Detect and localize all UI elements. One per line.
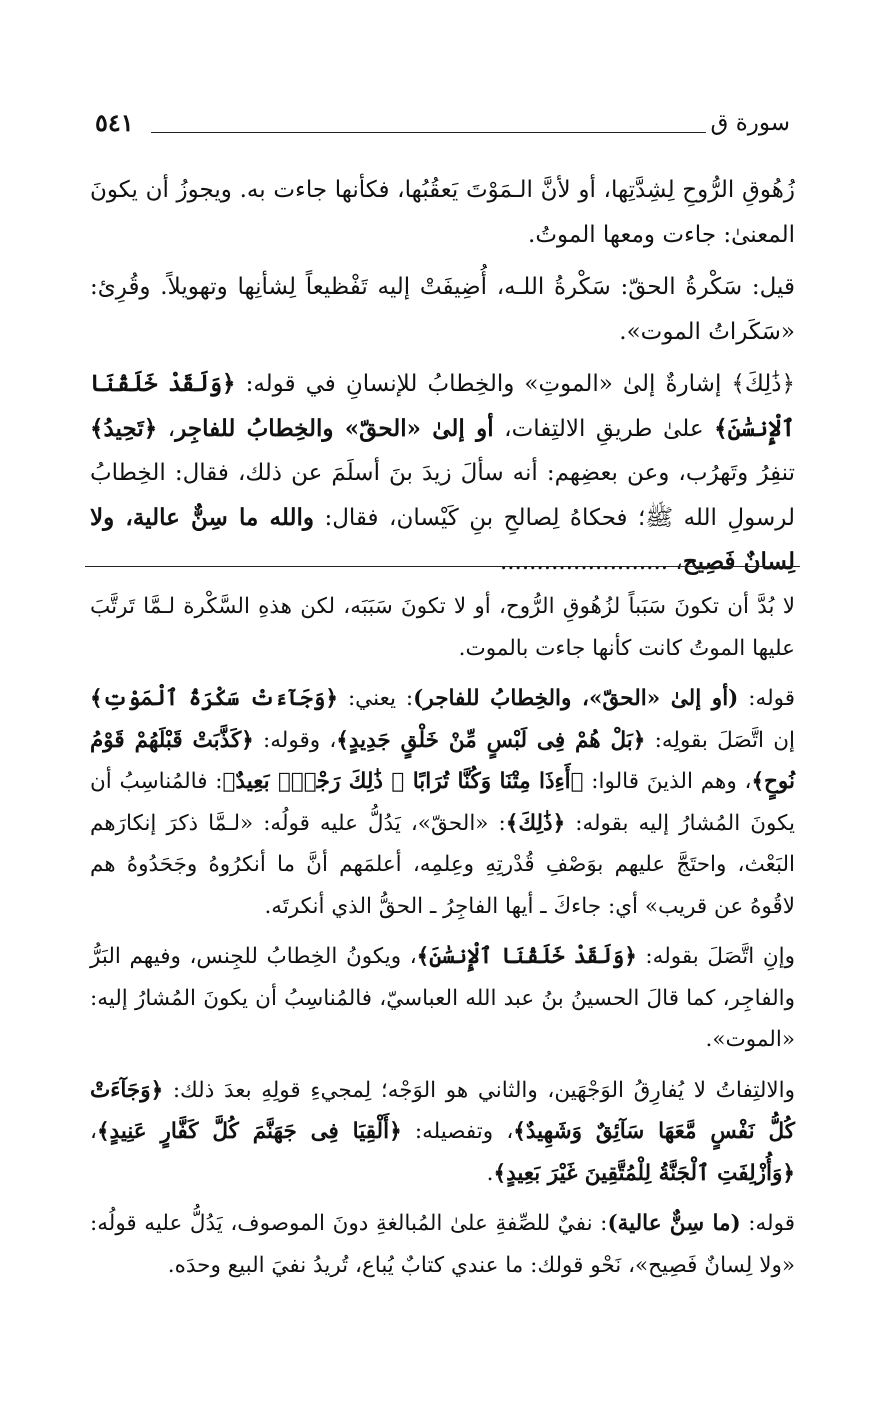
- text-span: قوله:: [738, 686, 796, 711]
- header-rule: [151, 132, 706, 133]
- text-span: ، ويكونُ الخِطابُ للجِنس، وفيهم البَرُّ والفاجِر، كما قالَ الحسينُ بنُ عبد الله العباسيّ، فالمُناسِبُ أن يكونَ المُشارُ إليه: «الموت».: [90, 944, 795, 1052]
- bold-phrase: (ما سِنٌّ عالية): [607, 1211, 741, 1236]
- bold-phrase: (أو إلىٰ «الحقّ»، والخِطابُ للفاجر): [413, 686, 739, 711]
- text-span: ، وقوله:: [253, 727, 337, 753]
- quran-verse: ﴿أَءِذَا مِتْنَا وَكُنَّا تُرَابًا ۖ ذَٰلِكَ رَجْعٌۢ بَعِيدٌ﴾: [222, 769, 584, 794]
- quran-verse: ﴿ذَٰلِكَ﴾: [505, 810, 566, 836]
- footnote-paragraph: [90, 1203, 795, 1286]
- quran-verse: ﴿أَلْقِيَا فِى جَهَنَّمَ كُلَّ كَفَّارٍ عَنِيدٍ﴾: [96, 1119, 402, 1144]
- main-paragraph: قيل: سَكْرةُ الحقّ: سَكْرةُ اللـه، أُضِيفَتْ إليه تَفْظيعاً لِشأنِها وتهويلاً. وقُرِئ: «سَكَراتُ الموت».: [90, 274, 795, 345]
- text-span: ، وهم الذينَ قالوا:: [583, 769, 752, 794]
- quran-verse: ﴿بَلْ هُمْ فِى لَبْسٍ مِّنْ خَلْقٍ جَدِيدٍ﴾: [336, 727, 646, 753]
- text-span: إن اتَّصَلَ بقولِه:: [645, 727, 796, 753]
- quran-verse: ﴿وَلَقَدْ خَلَقْنَا ٱلْإِنسَٰنَ﴾: [416, 944, 637, 969]
- quran-verse: ﴿وَجَآءَتْ كُلُّ نَفْسٍ مَّعَهَا سَآئِقٌ وَشَهِيدٌ﴾: [90, 1077, 795, 1144]
- bold-phrase: أو إلىٰ «الحقّ» والخِطابُ للفاجِر: [175, 414, 494, 442]
- footnote-paragraph: [90, 1070, 795, 1195]
- text-span: والالتِفاتُ لا يُفارِقُ الوَجْهَين، والثاني هو الوَجْه؛ لِمجيءِ قولِهِ بعدَ ذلك:: [163, 1077, 795, 1103]
- surah-title: سورة ق: [710, 110, 790, 136]
- text-span: ،: [157, 415, 176, 442]
- main-paragraph: زُهُوقِ الرُّوحِ لِشِدَّتِها، أو لأنَّ الـمَوْتَ يَعقُبُها، فكأنها جاءت به. ويجوزُ أن يكونَ المعنىٰ: جاءت ومعها الموتُ.: [90, 177, 795, 248]
- quran-verse: ﴿تَحِيدُ﴾: [90, 414, 158, 442]
- quran-verse: ﴿وَأُزْلِفَتِ ٱلْجَنَّةُ لِلْمُتَّقِينَ غَيْرَ بَعِيدٍ﴾: [493, 1160, 795, 1186]
- text-span: علىٰ طريقِ الالتِفات،: [493, 415, 715, 442]
- text-span: : نفيٌ للصِّفةِ علىٰ المُبالغةِ دونَ الموصوف، يَدُلُّ عليه قولُه: «ولا لِسانٌ فَصِيح»، نَحْو قولك: ما عندي كتابٌ يُباع، تُريدُ نفيَ البيع وحدَه.: [90, 1211, 795, 1278]
- text-span: قوله:: [740, 1211, 795, 1236]
- text-span: تنفِرُ وتَهرُب، وعن بعضِهم: أنه سألَ زيدَ بنَ أسلَمَ عن ذلك، فقال: الخِطابُ لرسولِ الله ﷺ؛ فحكاهُ لِصالحِ بنِ كَيْسان، فقال:: [90, 460, 795, 531]
- footnotes: [90, 586, 795, 1295]
- text-span: .: [486, 1160, 494, 1186]
- page-number: ٥٤١: [95, 108, 134, 137]
- footnote-paragraph: [90, 678, 795, 927]
- text-span: : فالمُناسِبُ أن يكونَ المُشارُ إليه بقوله:: [90, 769, 795, 836]
- footnote-paragraph: [90, 936, 795, 1061]
- text-span: ﴿ذَٰلِكَ﴾ إشارةٌ إلىٰ «الموتِ» والخِطابُ للإنسانِ في قوله:: [235, 371, 795, 397]
- quran-verse: ﴿كَذَّبَتْ قَبْلَهُمْ قَوْمُ نُوحٍ﴾: [90, 727, 796, 794]
- quran-verse: ﴿وَجَآءَتْ سَكْرَةُ ٱلْمَوْتِ﴾: [90, 686, 338, 711]
- footnote-divider: [85, 566, 800, 567]
- bold-phrase: والله ما سِنٌّ عالية، ولا لِسانٌ فَصِيح: [90, 503, 795, 575]
- text-span: : يعني:: [337, 686, 414, 711]
- text-span: وإنِ اتَّصَلَ بقوله:: [636, 944, 795, 969]
- footnote-paragraph: لا بُدَّ أن تكونَ سَبَباً لزُهُوقِ الرُّوح، أو لا تكونَ سَبَبَه، لكن هذهِ السَّكْرة لـمَّا تَرتَّبَ عليها الموتُ كانت كأنها جاءت بالموت.: [90, 594, 795, 661]
- main-text: [90, 168, 795, 593]
- main-paragraph: [90, 362, 795, 585]
- text-span: ،: [90, 1119, 97, 1144]
- text-span: : «الحقّ»، يَدُلُّ عليه قولُه: «لـمَّا ذكرَ إنكارَهم البَعْث، واحتَجَّ عليهم بوَصْفِ قُدْرتِهِ وعِلمِه، أعلمَهم أنَّ ما أنكرُوهُ وجَحَدُوهُ هم لاقُوهُ عن قريب» أي: جاءكَ ـ أيها الفاجِرُ ـ الحقُّ الذي أنكرتَه.: [90, 810, 795, 919]
- quran-verse: ﴿وَلَقَدْ خَلَقْنَا ٱلْإِنسَٰنَ﴾: [90, 370, 796, 442]
- text-span: ، وتفصيله:: [401, 1119, 514, 1144]
- page-header: [95, 108, 790, 144]
- text-span: ، .......................: [499, 549, 683, 575]
